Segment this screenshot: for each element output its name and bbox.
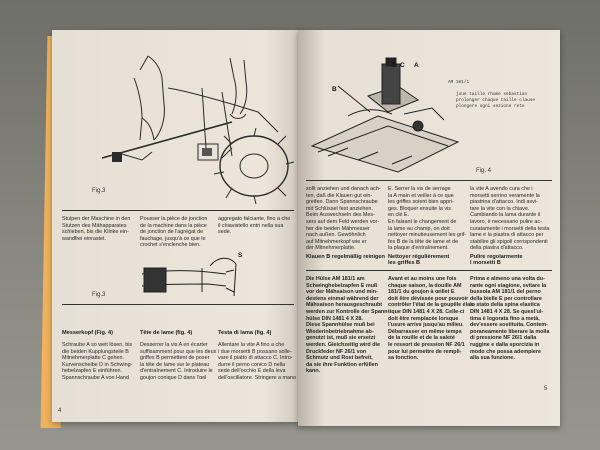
right-heading-3: Pulire regolarmente i morsetti B — [470, 254, 523, 266]
right-divider-top — [306, 180, 552, 181]
fig4-label-c: C — [400, 62, 405, 69]
right-heading-2: Nettoyer régulièrement les griffes B — [388, 254, 450, 266]
right-col1-text: sollt anziehen und danach ach- ten, daß die Klauen gut ein- greifen. Dann Spannschraube mit Schlüssel fest anziehen. Beim Auswechseln des Mes- sers auf dem Feld werden vor- her die beiden Mähmesser nach außen. Gewöhnlich auf Mitnehmerkopf wie er der Mitnehmerplatte. — [306, 186, 381, 252]
left-divider-top — [62, 210, 294, 211]
fig4-label-a: A — [414, 62, 419, 69]
right-page-number: 5 — [544, 386, 548, 392]
right-col3-text: la vite A avendo cura che i morsetti serrino veramente la piastrina d'attacco. Indi avvi- tare la vite con la chiave. Cambiando la lama durante il lavoro, è necessario pulire ac- curatamente i morsetti della testa lame e la piastra di attacco per stabilire gli spigoli corrispondenti della piastra d'attacco. — [470, 186, 550, 252]
right-divider-mid — [306, 270, 552, 271]
right-page — [298, 30, 560, 426]
left-bottom-col1: Schraube A so weit lösen, bis die beiden Kupplungsteile B Mitnehmerplatte C gehen. Kurvenscheibe D in Schwing- hebelzapfen E einführen. Spannschraube A von Hand — [62, 342, 133, 381]
left-col2-text: Pousser la pièce de jonction de la machine dans la pièce de jonction de l'agrégat de fauchage, jusqu'à ce que le crochet s'enclenche bien. — [140, 216, 208, 249]
left-bottom-col2: Desserrer la vis A en écarter suffisamment pour que les deux griffes B permettent de poser la tête de lame sur le plateau d'entraînement C. Introduire le goujon conique D dans l'œil — [140, 342, 217, 381]
fig4-blade-head-illustration — [308, 56, 468, 176]
right-bottom-col1: Die Hülse AM 181/1 am Schwinghebelzapfen E muß vor der Mähsaison und min- destens einmal während der Mähsaison herausgeschraubt werden zur Kontrolle der Spann- hülse DIN 1481 4 X 28. Diese Spannhülse muß bei Wiederinbetriebnahme ab- genutzt ist, muß sie ersetzt werden. Gleichzeitig wird die Druckfeder NF 26/1 von Schmutz und Rost befreit, da sie ihre Funktion erfüllen kann. — [306, 276, 390, 375]
right-heading-1: Klauen B regelmäßig reinigen — [306, 254, 385, 260]
left-heading-1: Messerkopf (Fig. 4) — [62, 330, 113, 336]
right-bottom-col2: Avant et au moins une fois chaque saison, la douille AM 181/1 du goujon à œillet E doit être dévissée pour pouvoir contrôler l'état de la goupille élas- tique DIN 1481 4 X 28. Celle-ci doit être remplacée lorsque l'usure arrive jusqu'au milieu. Débarrasser en même temps de la rouille et de la saleté le ressort de pression NF 26/1 pour lui permettre de rempli- sa fonction. — [388, 276, 475, 362]
left-divider-mid — [62, 304, 294, 305]
fig3-label-s: S — [238, 252, 243, 259]
fig4-annotations: joue taille rhume sebastian prolonger chaque taille clause plongere ogni sezione rete — [456, 92, 536, 109]
fig4-label-d: D — [392, 62, 397, 69]
left-page-number: 4 — [58, 408, 62, 414]
left-col1-text: Stulpen der Maschine in den Stutzen des Mähapparates schieben, bis die Klinke ein- wandfrei einrastet. — [62, 216, 131, 242]
fig4-label-b: B — [332, 86, 337, 93]
fig3-machine-illustration — [82, 48, 297, 208]
fig4-caption: Fig. 4 — [476, 168, 492, 174]
left-heading-3: Testa di lama (fig. 4) — [218, 330, 272, 336]
right-col2-text: E. Serrer la vis de serrage la A main et veiller à ce que les griffes soient bien appri- ges. Bloquer ensuite la vis en clé E. En faisant le changement de la lame au champ, on doit nettoyer minutieusement les grif- fes B de la tête de lame et de la plaque d'entraînement. — [388, 186, 467, 252]
left-page — [52, 30, 302, 422]
fig3-coupling-detail — [138, 252, 248, 304]
left-bottom-col3: Allentare la vite A fino a che i due morsetti B possano solle- vare il piatto di attacco C. Intro- durre il perno conico D nella sede dell'occhio E della leva dell'oscillatore. Stringere a mano — [218, 342, 297, 381]
left-col3-text: aggregato falciante, fino a che il chiavistello entri nella sua sede. — [218, 216, 291, 236]
left-heading-2: Tête de lame (fig. 4) — [140, 330, 193, 336]
right-bottom-col3: Prima e almeno una volta du- rante ogni stagione, svitare la bussola AM 181/1 del perno della bielle E per controllare lo stato della spina elastica DIN 1481 4 X 28. Se quest'ul- tima è logorata fino a metà, dev'essere sostituita. Contem- poraneamente liberare la molla di pressione NF 26/1 dalla ruggine e dalla sporcizia in modo che possa adempiere alla sua funzione. — [470, 276, 550, 362]
fig4-part-number: AM 181/1 — [448, 80, 470, 85]
fig3b-caption: Fig.3 — [92, 292, 106, 298]
fig3-caption: Fig.3 — [92, 188, 106, 194]
